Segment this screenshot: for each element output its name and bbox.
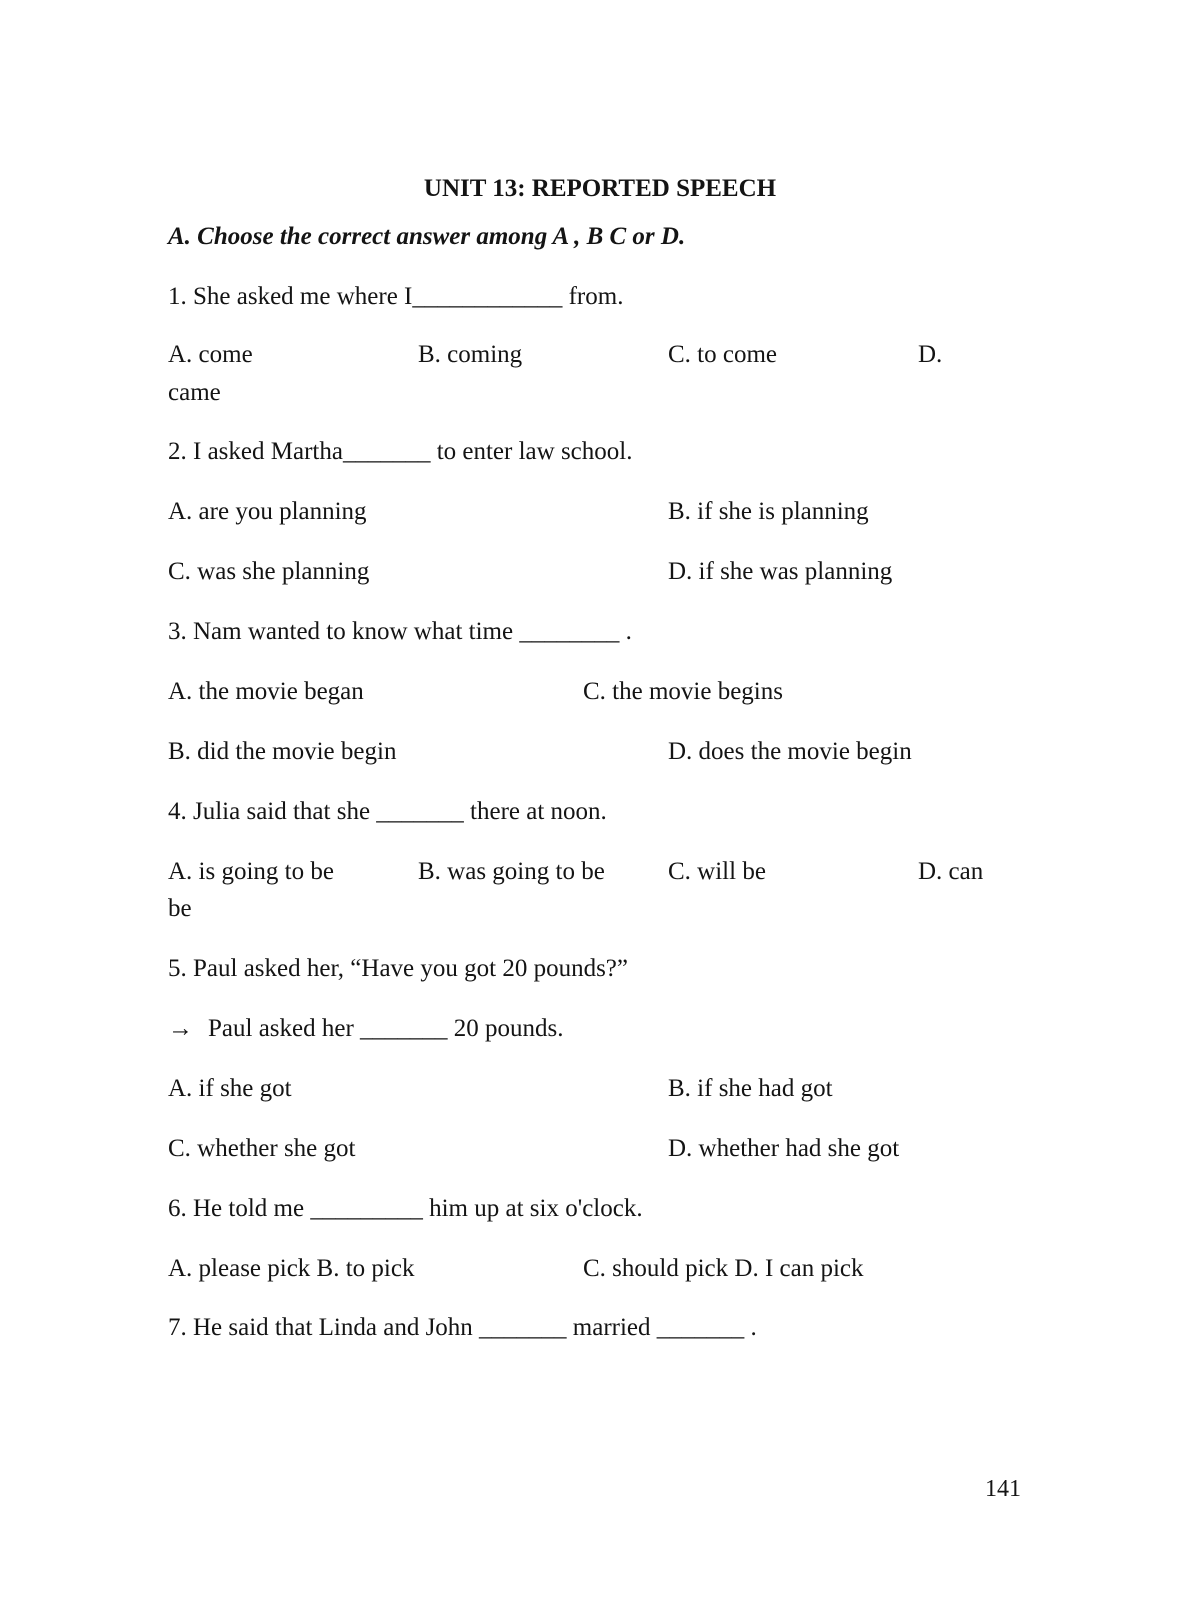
question-4-option-d-wrap: be [168,895,192,922]
question-4-option-a: A. is going to be [168,858,334,885]
question-1-option-d-wrap: came [168,379,221,406]
question-2-option-d: D. if she was planning [668,558,893,585]
unit-title: UNIT 13: REPORTED SPEECH [423,175,777,202]
question-4-option-d: D. can [918,858,984,885]
question-1-option-c: C. to come [668,341,778,368]
question-2-option-b: B. if she is planning [668,498,869,525]
question-5-reported: Paul asked her _______ 20 pounds. [208,1015,564,1042]
question-5-option-a: A. if she got [168,1075,292,1102]
question-5-option-b: B. if she had got [668,1075,833,1102]
question-5-option-d: D. whether had she got [668,1135,900,1162]
question-3-option-b: B. did the movie begin [168,738,397,765]
question-7-stem: 7. He said that Linda and John _______ married _______ . [168,1314,757,1341]
question-1-stem: 1. She asked me where I____________ from. [168,283,624,310]
question-5-reported-line [168,1014,564,1044]
question-3-option-d: D. does the movie begin [668,738,912,765]
question-2-option-c: C. was she planning [168,558,370,585]
question-3-option-a: A. the movie began [168,678,364,705]
question-5-option-c: C. whether she got [168,1135,356,1162]
question-1-option-d: D. [918,341,943,368]
question-3-stem: 3. Nam wanted to know what time ________ . [168,618,632,645]
question-4-option-b: B. was going to be [418,858,605,885]
question-2-stem: 2. I asked Martha_______ to enter law school. [168,438,633,465]
question-6-stem: 6. He told me _________ him up at six o'clock. [168,1195,643,1222]
question-6-options-ab: A. please pick B. to pick [168,1255,415,1282]
question-4-option-c: C. will be [668,858,766,885]
arrow-right-icon: → [168,1015,193,1042]
page-number: 141 [985,1476,1021,1502]
question-2-option-a: A. are you planning [168,498,367,525]
question-4-stem: 4. Julia said that she _______ there at noon. [168,798,607,825]
question-5-stem: 5. Paul asked her, “Have you got 20 pounds?” [168,955,628,982]
instruction: A. Choose the correct answer among A , B C or D. [168,223,686,250]
question-6-options-cd: C. should pick D. I can pick [583,1255,864,1282]
question-1-option-b: B. coming [418,341,523,368]
question-3-option-c: C. the movie begins [583,678,783,705]
question-1-option-a: A. come [168,341,253,368]
